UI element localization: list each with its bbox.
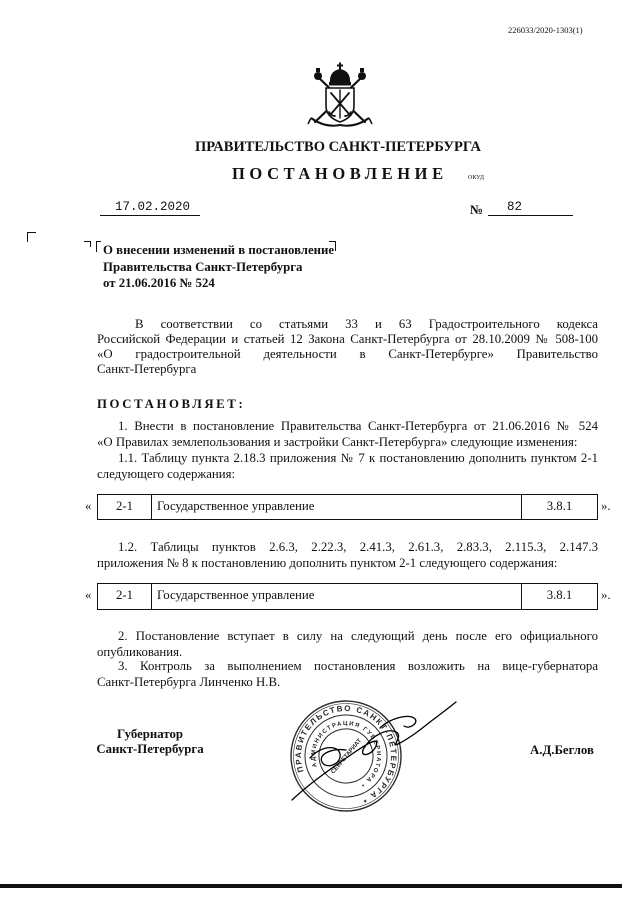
number-underline <box>488 215 573 216</box>
document-title <box>103 242 403 292</box>
close-quote: ». <box>601 588 611 602</box>
corner-mark <box>27 232 36 242</box>
clause-line: 1. Внести в постановление Правительства Санкт-Петербурга от 21.06.2016 № 524 <box>118 419 598 433</box>
clause-line: 2. Постановление вступает в силу на следующий день после его официального <box>118 629 598 643</box>
row-classifier-code: 3.8.1 <box>521 584 597 609</box>
official-seal <box>276 686 417 827</box>
row-code: 2-1 <box>115 499 134 513</box>
preamble-line: Санкт-Петербурга <box>97 362 197 376</box>
seal-outer-text: ПРАВИТЕЛЬСТВО САНКТ-ПЕТЕРБУРГА * <box>293 703 399 806</box>
clause-line: опубликования. <box>97 644 183 659</box>
page-bottom-rule <box>0 884 622 888</box>
inserted-table-row <box>97 494 598 520</box>
clause-line: 1.2. Таблицы пунктов 2.6.3, 2.22.3, 2.41.3, 2.61.3, 2.83.3, 2.115.3, 2.147.3 <box>118 540 598 554</box>
operative-word: ПОСТАНОВЛЯЕТ: <box>97 397 246 411</box>
coat-of-arms-icon <box>305 62 375 128</box>
row-classifier-code: 3.8.1 <box>521 495 597 519</box>
signatory-name: А.Д.Беглов <box>530 743 594 757</box>
preamble-line: «О градостроительной деятельности в Санкт-Петербурге» Правительство <box>97 347 598 361</box>
clause-2 <box>97 629 598 660</box>
number-sign: № <box>470 202 484 217</box>
seal-center-text: СЕКРЕТАРИАТ <box>330 737 364 776</box>
document-type: ПОСТАНОВЛЕНИЕ <box>232 164 448 183</box>
clause-1-2 <box>97 540 598 571</box>
stamp-and-signature <box>280 688 460 820</box>
row-name: Государственное управление <box>151 584 521 609</box>
issuing-authority: ПРАВИТЕЛЬСТВО САНКТ-ПЕТЕРБУРГА <box>195 139 481 155</box>
clause-line: 1.1. Таблицу пункта 2.18.3 приложения № 7 к постановлению дополнить пунктом 2-1 <box>118 451 598 465</box>
close-quote: ». <box>601 499 611 513</box>
registration-code: 226033/2020-1303(1) <box>508 25 583 35</box>
corner-mark <box>84 241 91 247</box>
date-underline <box>100 215 200 216</box>
document-date: 17.02.2020 <box>115 200 191 214</box>
open-quote: « <box>85 499 92 513</box>
okud-label: ОКУД <box>468 175 484 181</box>
title-line: Правительства Санкт-Петербурга <box>103 259 303 274</box>
clause-line: следующего содержания: <box>97 466 236 481</box>
signatory-position: Губернатор <box>117 727 183 741</box>
seal-inner-text: АДМИНИСТРАЦИЯ ГУБЕРНАТОРА * <box>310 720 382 788</box>
document-number: 82 <box>507 200 523 214</box>
clause-1 <box>97 419 598 450</box>
signatory-position: Санкт-Петербурга <box>96 742 204 756</box>
corner-mark <box>96 241 101 252</box>
preamble-line: Российской Федерации и статьей 12 Закона Санкт-Петербурга от 28.10.2009 № 508-100 <box>97 332 598 346</box>
inserted-table-row <box>97 583 598 610</box>
preamble <box>97 317 598 377</box>
row-name: Государственное управление <box>151 495 521 519</box>
preamble-line: В соответствии со статьями 33 и 63 Градостроительного кодекса <box>135 317 598 331</box>
clause-line: приложения № 8 к постановлению дополнить пунктом 2-1 следующего содержания: <box>97 555 558 570</box>
clause-1-1 <box>97 451 598 482</box>
clause-line: «О Правилах землепользования и застройки Санкт-Петербурга» следующие изменения: <box>97 434 578 449</box>
clause-3 <box>97 659 598 690</box>
imperial-crown <box>329 63 351 86</box>
row-code: 2-1 <box>115 588 134 602</box>
title-line: О внесении изменений в постановление <box>103 243 335 257</box>
clause-line: Санкт-Петербурга Линченко Н.В. <box>97 674 281 689</box>
open-quote: « <box>85 588 92 602</box>
title-line: от 21.06.2016 № 524 <box>103 276 215 290</box>
clause-line: 3. Контроль за выполнением постановления возложить на вице-губернатора <box>118 659 598 673</box>
